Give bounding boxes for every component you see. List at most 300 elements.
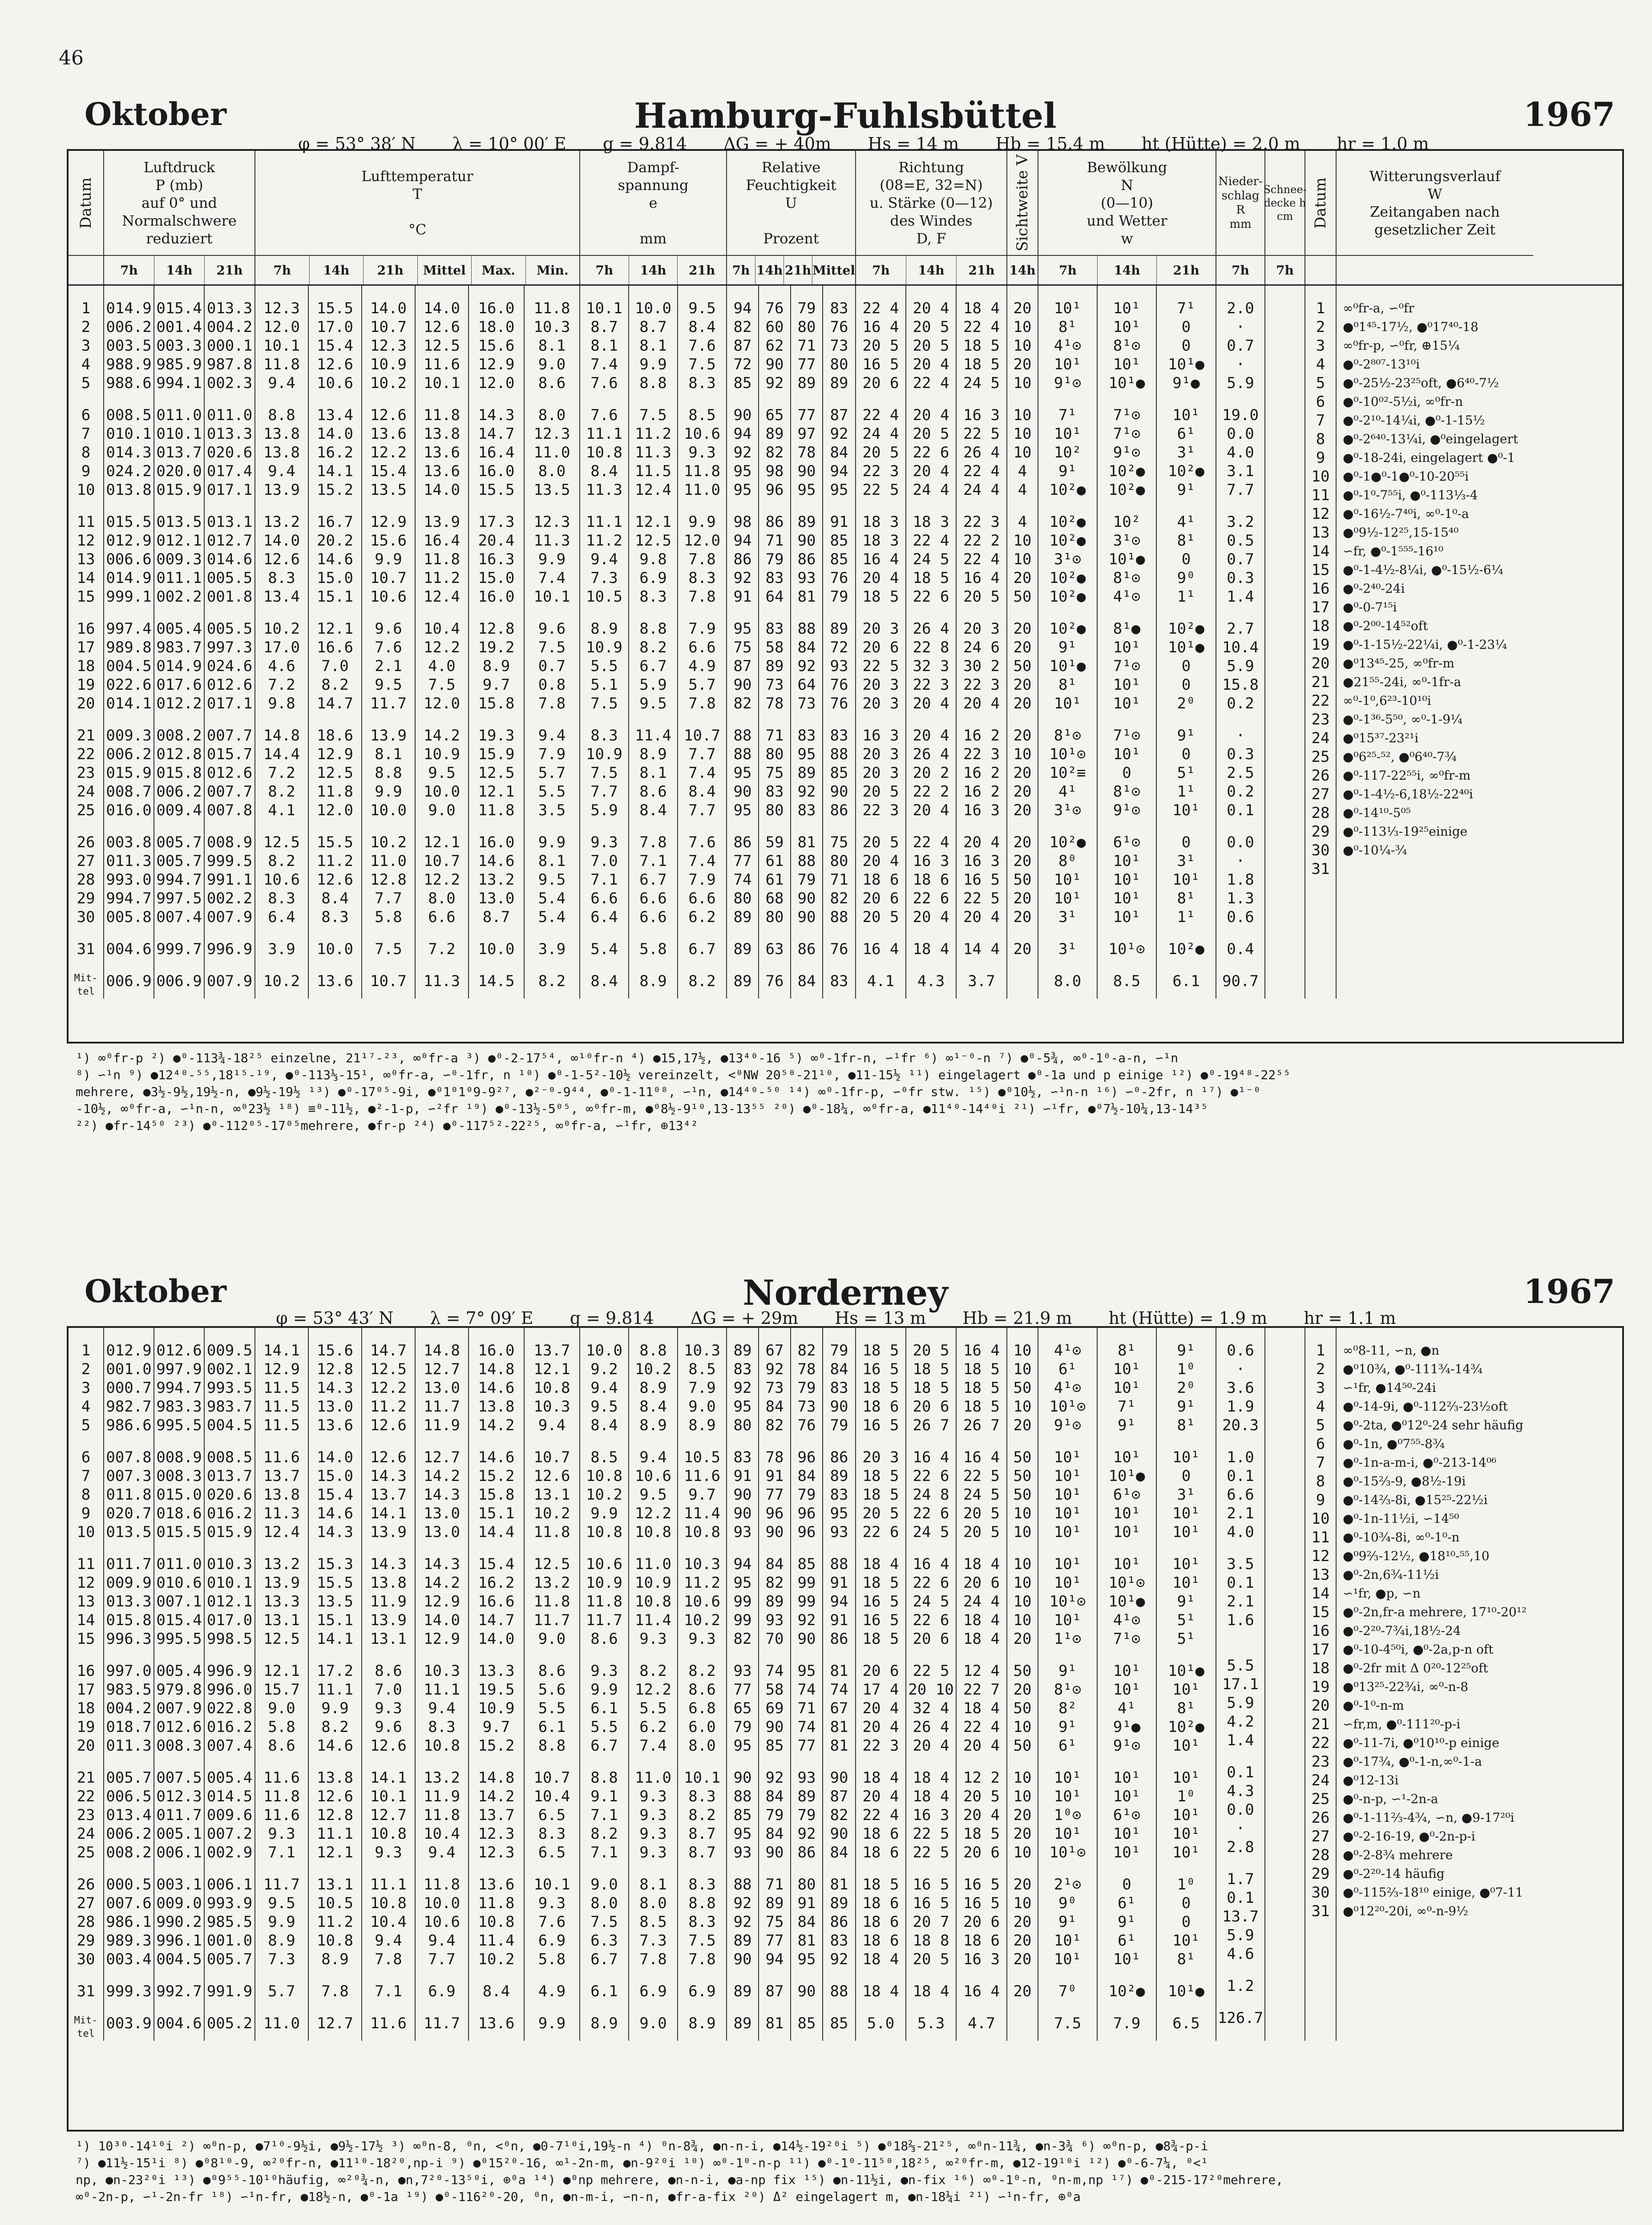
table-cell: 7.9 (688, 1379, 716, 1397)
table-cell: 20 3 (862, 1448, 899, 1466)
row-spacer (69, 1435, 103, 1448)
table-cell: 4¹ (1177, 513, 1196, 531)
table-cell: 8.9 (321, 1950, 349, 1968)
table-cell: 012.1 (206, 1593, 253, 1610)
table-cell: 88 (830, 745, 848, 763)
table-cell: 015.9 (156, 481, 202, 499)
table-cell: 10 (1013, 1342, 1032, 1359)
table-cell: 90 (830, 783, 848, 801)
row-spacer (362, 499, 415, 513)
table-cell: 4.6 (1227, 1945, 1254, 1963)
table-cell: 007.7 (206, 727, 253, 744)
table-cell: 22 6 (913, 1574, 949, 1592)
table-cell: 12.5 (478, 764, 515, 782)
table-cell: 8.2 (268, 783, 295, 801)
table-cell: 10.3 (533, 1398, 570, 1416)
table-cell: 88 (830, 908, 848, 926)
table-cell: 22 (77, 1788, 95, 1805)
table-cell: 20 (1013, 1950, 1032, 1968)
table-cell: 11.8 (533, 299, 570, 317)
table-cell: 5.4 (590, 940, 618, 958)
table-cell: 19 (77, 1718, 95, 1736)
table-cell: 22 2 (913, 783, 949, 801)
table-cell: 983.7 (206, 1398, 253, 1416)
table-cell: 14.0 (317, 425, 353, 443)
table-cell: 78 (765, 1448, 784, 1466)
table-cell: 8.9 (639, 745, 667, 763)
coord-lon: λ = 10° 00′ E (452, 134, 566, 154)
table-cell: 23 (77, 1806, 95, 1824)
table-cell: 20 3 (862, 764, 899, 782)
table-cell: 10.0 (370, 801, 407, 819)
table-cell: 4¹⊙ (1054, 1342, 1082, 1359)
table-cell: 994.7 (106, 890, 152, 907)
table-cell: 009.9 (106, 1574, 152, 1592)
row-spacer (362, 2001, 415, 2014)
table-cell: 0 (1122, 764, 1131, 782)
table-cell: 10 (1013, 1894, 1032, 1912)
table-cell: 9.9 (375, 550, 402, 568)
table-cell: 22 4 (963, 1718, 1000, 1736)
row-spacer (906, 392, 956, 406)
table-cell: 8.3 (428, 1718, 456, 1736)
header-precip: Nieder- schlag R mm 7h (1216, 151, 1265, 284)
table-cell: 6.6 (688, 890, 716, 907)
table-cell: 94 (830, 1593, 848, 1610)
table-cell: 9¹ (1118, 1913, 1136, 1931)
row-spacer (255, 606, 308, 619)
row-spacer (629, 1969, 677, 1982)
table-cell: 10.4 (1222, 639, 1259, 656)
table-cell: 011.7 (106, 1555, 152, 1573)
table-cell: 8.9 (639, 972, 667, 990)
col-tmin (525, 286, 580, 999)
table-cell: 81 (830, 1662, 848, 1680)
table-cell: 12.4 (263, 1523, 300, 1541)
row-spacer (205, 392, 254, 406)
table-cell: 30 (77, 1950, 95, 1968)
row-spacer (69, 1541, 103, 1555)
col-tmax (469, 286, 525, 999)
table-cell: 18 6 (862, 1894, 899, 1912)
row-spacer (678, 606, 726, 619)
table-cell: 12.1 (478, 783, 515, 801)
table-cell: 9.8 (268, 695, 295, 712)
table-cell: 018.6 (156, 1505, 202, 1522)
table-cell: 010.1 (106, 425, 152, 443)
table-cell: 90 (765, 1718, 784, 1736)
table-cell: 12.5 (263, 1630, 300, 1648)
table-cell: 024.2 (106, 462, 152, 480)
table-cell: 92 (733, 1913, 752, 1931)
table-cell: 15.6 (317, 1342, 353, 1359)
table-cell: 94 (733, 425, 752, 443)
table-cell: 10 (1013, 1718, 1032, 1736)
table-cell: 13.0 (478, 890, 515, 907)
row-spacer (154, 959, 204, 972)
col-p7 (104, 1328, 154, 2041)
table-cell: 989.8 (106, 639, 152, 656)
table-cell: 5.8 (538, 1950, 566, 1968)
table-cell: 20 3 (862, 676, 899, 694)
table-cell: 004.5 (106, 657, 152, 675)
table-cell: 9.9 (590, 1681, 618, 1699)
table-cell: 9¹● (1113, 1718, 1141, 1736)
table-cell: 6¹⊙ (1113, 1806, 1141, 1824)
table-cell: 6 (81, 1448, 91, 1466)
table-cell: 10¹ (1054, 1611, 1082, 1629)
row-spacer (1007, 1862, 1038, 1875)
table-cell: 5.7 (688, 676, 716, 694)
table-cell: 17 (1311, 599, 1330, 616)
table-cell: · (1236, 727, 1245, 744)
row-spacer (69, 1969, 103, 1982)
table-cell: 27 (1311, 1828, 1330, 1845)
table-cell: 6.7 (639, 871, 667, 889)
table-cell: 8.2 (538, 972, 566, 990)
row-spacer (759, 392, 790, 406)
row-spacer (1038, 926, 1097, 940)
table-cell: 28 (77, 1913, 95, 1931)
col-e7 (580, 1328, 629, 2041)
table-cell: 9.4 (590, 1379, 618, 1397)
table-cell: 91 (830, 1611, 848, 1629)
table-cell: 008.2 (106, 1844, 152, 1861)
row-spacer (791, 1862, 822, 1875)
table-cell: 013.7 (156, 444, 202, 461)
table-cell: 8.4 (688, 318, 716, 336)
table-cell: 12 4 (963, 1662, 1000, 1680)
table-cell: 8¹ (1177, 1416, 1196, 1434)
table-cell: 024.6 (206, 657, 253, 675)
table-cell: 8⁰ (1058, 852, 1077, 870)
row-spacer (957, 1755, 1006, 1768)
table-cell: 11.7 (533, 1611, 570, 1629)
table-cell: 10.5 (586, 588, 622, 606)
col-day-2 (1305, 286, 1337, 999)
table-cell: 7.7 (590, 783, 618, 801)
table-cell: 998.5 (206, 1630, 253, 1648)
row-spacer (255, 926, 308, 940)
table-cell: 13.8 (370, 1574, 407, 1592)
table-cell: 20 4 (963, 1806, 1000, 1824)
table-cell: 10²● (1168, 1718, 1204, 1736)
table-cell: 005.8 (106, 908, 152, 926)
table-header (69, 151, 1622, 286)
table-cell: 8.0 (538, 462, 566, 480)
table-cell: 0.2 (1227, 783, 1254, 801)
table-cell: 85 (733, 374, 752, 392)
data-table (67, 149, 1624, 1044)
table-cell: 2 (1316, 1360, 1325, 1378)
row-spacer (1038, 1541, 1097, 1555)
table-cell: 16 (77, 620, 95, 638)
table-cell: 10¹ (1172, 1769, 1200, 1787)
table-cell: 979.8 (156, 1681, 202, 1699)
table-cell: 20 4 (913, 727, 949, 744)
weather-remark: ●⁰-2ta, ●⁰12⁰-24 sehr häufig (1343, 1418, 1523, 1432)
table-cell: 22 3 (963, 676, 1000, 694)
table-cell: 10¹ (1172, 1555, 1200, 1573)
weather-remark: ∞⁰-1⁰,6²³-10¹⁰i (1343, 693, 1431, 708)
table-cell: 8.3 (268, 569, 295, 587)
station-section-norderney (67, 1268, 1624, 2212)
table-cell: 10¹ (1113, 1662, 1141, 1680)
table-cell: 014.9 (106, 569, 152, 587)
table-cell: 6.3 (590, 1932, 618, 1950)
table-cell: 6.1 (590, 1982, 618, 2000)
table-cell: 10.3 (424, 1662, 460, 1680)
table-cell: 015.7 (206, 745, 253, 763)
row-spacer (104, 1541, 153, 1555)
table-cell: 10.3 (684, 1342, 720, 1359)
table-cell: 95 (733, 801, 752, 819)
table-cell: 71 (797, 337, 816, 355)
table-cell: 16.3 (478, 550, 515, 568)
row-spacer (154, 499, 204, 513)
table-cell: 0 (1181, 318, 1191, 336)
table-cell: 89 (797, 374, 816, 392)
table-cell: 10.7 (533, 1448, 570, 1466)
table-cell: 15.4 (478, 1555, 515, 1573)
table-cell: 20 4 (963, 833, 1000, 851)
col-t14 (309, 286, 362, 999)
table-cell: 9.3 (590, 833, 618, 851)
table-cell: 12.2 (370, 444, 407, 461)
table-cell: 12.3 (533, 513, 570, 531)
table-cell: 15.4 (317, 1486, 353, 1504)
row-spacer (1098, 606, 1156, 619)
table-cell: 10 (1013, 374, 1032, 392)
table-cell: 11.6 (424, 356, 460, 373)
table-cell: 10.7 (370, 972, 407, 990)
table-cell: 8 (81, 1486, 91, 1504)
table-cell: 20 5 (963, 588, 1000, 606)
table-cell: 7.2 (268, 676, 295, 694)
table-cell: 16 4 (963, 569, 1000, 587)
table-cell: 10.8 (635, 1523, 671, 1541)
table-cell: 020.6 (206, 1486, 253, 1504)
table-cell: 20 7 (913, 1913, 949, 1931)
table-cell: 14.1 (317, 462, 353, 480)
table-cell: 4.0 (1227, 444, 1254, 461)
table-cell: 11.1 (370, 1876, 407, 1893)
table-cell: 001.0 (206, 1932, 253, 1950)
row-spacer (678, 713, 726, 726)
table-cell: 8.0 (538, 406, 566, 424)
table-cell: 018.7 (106, 1718, 152, 1736)
col-umean (823, 286, 856, 999)
table-cell: 64 (797, 676, 816, 694)
row-spacer (727, 2001, 758, 2014)
col-snow (1265, 286, 1305, 999)
table-cell: 20 (1311, 1697, 1330, 1715)
table-cell: 7.4 (639, 1737, 667, 1755)
table-cell: 997.9 (156, 1360, 202, 1378)
table-cell: 8.2 (590, 1825, 618, 1843)
table-cell: 8.9 (639, 1379, 667, 1397)
table-cell: 70 (765, 1630, 784, 1648)
table-cell: 14.1 (370, 1505, 407, 1522)
table-cell: 8.5 (688, 406, 716, 424)
table-cell: 11.5 (635, 462, 671, 480)
table-cell: 22 4 (913, 532, 949, 550)
table-cell: 99 (797, 1574, 816, 1592)
row-spacer (580, 499, 628, 513)
row-spacer (727, 606, 758, 619)
table-cell: 13.1 (317, 1876, 353, 1893)
row-spacer (154, 926, 204, 940)
table-cell: 10¹ (1054, 1932, 1082, 1950)
table-cell: 20 5 (963, 1788, 1000, 1805)
table-cell: 005.2 (206, 2015, 253, 2032)
table-cell: 7.8 (321, 1982, 349, 2000)
table-cell: 18 5 (963, 337, 1000, 355)
table-cell: 9.3 (639, 1825, 667, 1843)
table-cell: 1.6 (1227, 1611, 1254, 1629)
table-cell: 6 (81, 406, 91, 424)
table-cell: 13.7 (370, 1486, 407, 1504)
table-cell: 59 (765, 833, 784, 851)
table-cell: 12.0 (684, 532, 720, 550)
table-cell: 88 (733, 745, 752, 763)
table-cell: 23 (1311, 1753, 1330, 1771)
table-cell: 004.5 (156, 1950, 202, 1968)
table-cell: 25 (77, 801, 95, 819)
table-cell: 20 5 (862, 1505, 899, 1522)
row-spacer (525, 1755, 579, 1768)
table-cell: 9.8 (639, 550, 667, 568)
table-cell: 50 (1013, 1448, 1032, 1466)
table-cell: 22 5 (913, 1825, 949, 1843)
table-cell: 80 (830, 852, 848, 870)
table-cell: 15.2 (478, 1467, 515, 1485)
table-cell: 10 (1013, 1844, 1032, 1861)
table-cell: 006.2 (106, 1825, 152, 1843)
month-title: Oktober (85, 1273, 226, 1310)
table-cell: 20 (1013, 1876, 1032, 1893)
table-cell: 11.7 (424, 2015, 460, 2032)
weather-remark: ●⁰-14-9i, ●⁰-112⅔-23½oft (1343, 1399, 1508, 1414)
row-spacer (255, 1541, 308, 1555)
table-cell: 3.2 (1227, 513, 1254, 531)
table-cell: 10¹ (1113, 356, 1141, 373)
table-cell: 13.2 (263, 513, 300, 531)
table-cell: 13.9 (370, 727, 407, 744)
table-cell: 9.4 (428, 1932, 456, 1950)
table-cell: 13.3 (478, 1662, 515, 1680)
table-cell: 16.4 (478, 444, 515, 461)
table-cell: 8¹ (1118, 1342, 1136, 1359)
table-cell: 006.5 (106, 1788, 152, 1805)
table-cell: 22 3 (963, 745, 1000, 763)
table-cell: 5.4 (538, 908, 566, 926)
table-cell: 014.3 (106, 444, 152, 461)
footnote-line: -10½, ∞⁰fr-a, ∽¹n-n, ∞⁰23½ ¹⁸) ≡⁰-11½, ●²-1-p, ∽²fr ¹⁹) ●⁰-13½-5⁰⁵, ∞⁰fr-m, ●⁰8½-9¹⁰,13-13⁵⁵ ²⁰) ●⁰-18¼, ∞⁰fr-a, ●11⁴⁰-14⁴⁰i ²¹) ∽¹fr, ●⁰7½-10¼,13-14³⁵ (76, 1101, 1208, 1116)
col-e7 (580, 286, 629, 999)
table-cell: 18 5 (862, 1876, 899, 1893)
row-spacer (1007, 820, 1038, 833)
table-cell: 7.9 (688, 620, 716, 638)
table-cell: 16.0 (478, 299, 515, 317)
table-cell: 14.3 (317, 1379, 353, 1397)
row-spacer (678, 1541, 726, 1555)
table-cell: 23 (77, 764, 95, 782)
table-cell: 7.6 (538, 1913, 566, 1931)
table-cell: 996.9 (206, 940, 253, 958)
row-spacer (525, 926, 579, 940)
table-cell: 008.7 (106, 783, 152, 801)
table-cell: 10¹ (1172, 1505, 1200, 1522)
table-cell: 77 (797, 406, 816, 424)
table-cell: 10.1 (586, 299, 622, 317)
table-cell: 90 (797, 1982, 816, 2000)
table-cell: 9.9 (538, 2015, 566, 2032)
row-spacer (69, 499, 103, 513)
table-cell: 76 (830, 695, 848, 712)
row-spacer (823, 926, 855, 940)
col-p14 (154, 1328, 205, 2041)
row-spacer (309, 1648, 361, 1662)
table-cell: 17.3 (478, 513, 515, 531)
table-cell: 3 (81, 1379, 91, 1397)
table-cell: 10¹ (1172, 871, 1200, 889)
row-spacer (255, 392, 308, 406)
table-cell: 88 (733, 1788, 752, 1805)
table-cell: 9.4 (590, 550, 618, 568)
table-cell: 20 4 (963, 908, 1000, 926)
table-cell: 10.3 (533, 318, 570, 336)
table-cell: 20 (1013, 676, 1032, 694)
table-cell: 10.6 (317, 374, 353, 392)
table-cell: 10¹ (1172, 1448, 1200, 1466)
table-cell: 14.3 (370, 1467, 407, 1485)
table-cell: 008.3 (156, 1737, 202, 1755)
table-cell: 11.5 (263, 1379, 300, 1397)
weather-remark: ●⁰-14⅔-8i, ●15²⁵-22½i (1343, 1493, 1488, 1507)
table-cell: 29 (1311, 1865, 1330, 1883)
row-spacer (1007, 1755, 1038, 1768)
row-spacer (791, 1435, 822, 1448)
table-cell: 18 6 (862, 1398, 899, 1416)
table-cell: 11.1 (317, 1681, 353, 1699)
row-spacer (906, 1648, 956, 1662)
row-spacer (580, 1755, 628, 1768)
table-cell: 10¹⊙ (1108, 940, 1145, 958)
footnote-line: ⁸) ∽¹n ⁹) ●12⁴⁰-⁵⁵,18¹⁵-¹⁹, ●⁰-113⅓-15¹, ∞⁰fr-a, ∽⁰-1fr, n ¹⁰) ●⁰-1-5²-10½ vereinzelt, <⁰NW 20⁵⁰-21¹⁰, ●11-15½ ¹¹) eingelagert ●⁰-1a und p einige ¹²) ●⁰-19⁴⁸-22⁵⁵ (76, 1068, 1291, 1082)
table-cell: 22 3 (862, 801, 899, 819)
table-cell: 15.6 (478, 337, 515, 355)
table-cell: 95 (733, 1398, 752, 1416)
table-cell: 2 (81, 1360, 91, 1378)
table-cell: 9 (81, 462, 91, 480)
table-cell: 3 (1316, 337, 1325, 355)
table-cell: 011.0 (206, 406, 253, 424)
row-spacer (104, 1648, 153, 1662)
row-spacer (856, 392, 905, 406)
table-cell: 9.3 (688, 1630, 716, 1648)
table-cell: 12.3 (370, 337, 407, 355)
table-cell: 9.5 (268, 1894, 295, 1912)
table-cell: 9¹⊙ (1054, 1416, 1082, 1434)
row-spacer (759, 926, 790, 940)
table-cell: 75 (765, 1913, 784, 1931)
table-cell: 20 (1013, 620, 1032, 638)
table-cell: 10 (1013, 1360, 1032, 1378)
table-cell: 8.8 (639, 620, 667, 638)
row-spacer (205, 499, 254, 513)
table-cell: 18 4 (862, 1950, 899, 1968)
